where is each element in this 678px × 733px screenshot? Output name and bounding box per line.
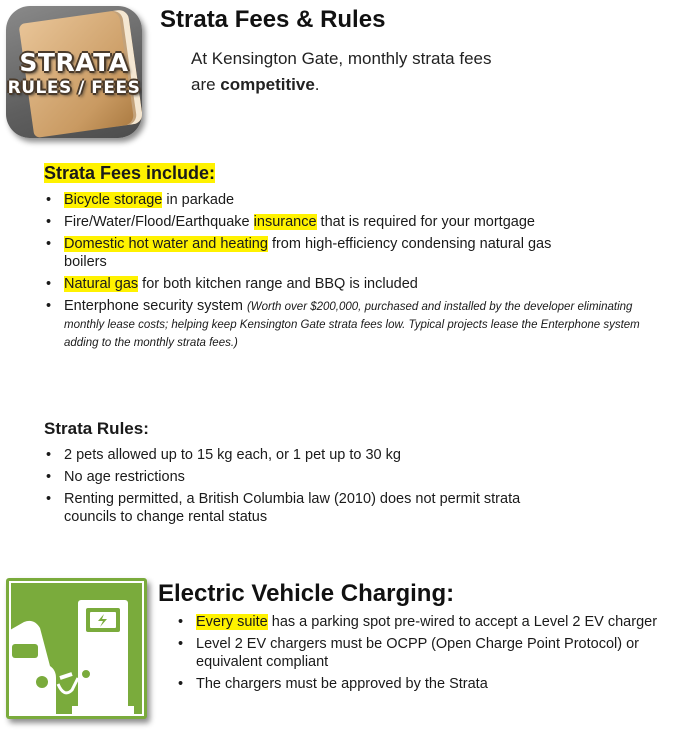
item-highlight: Domestic hot water and heating (64, 236, 268, 252)
item-text: from high-efficiency condensing natural gas boilers (64, 236, 552, 270)
ev-list (176, 613, 671, 697)
ev-section-title: Electric Vehicle Charging: (158, 580, 455, 607)
intro-bold-word: competitive (220, 75, 315, 94)
intro-line-1: At Kensington Gate, monthly strata fees (191, 49, 492, 68)
list-item: • Renting permitted, a British Columbia law (2010) does not permit strata councils to change rental status (44, 490, 524, 526)
rules-list (44, 446, 524, 530)
fees-heading-text: Strata Fees include: (44, 163, 216, 183)
item-text: in parkade (162, 192, 235, 208)
ev-charging-icon (6, 578, 147, 719)
item-text: for both kitchen range and BBQ is included (138, 276, 418, 292)
intro-text (191, 46, 492, 98)
item-highlight: Every suite (196, 614, 268, 630)
list-item (176, 613, 671, 631)
list-item (44, 297, 664, 351)
list-item: • The chargers must be approved by the Strata (176, 675, 671, 693)
ev-charger-graphic (6, 578, 147, 719)
list-item: • No age restrictions (44, 468, 524, 486)
list-item (44, 235, 584, 271)
item-text: has a parking spot pre-wired to accept a Level 2 EV charger (267, 614, 658, 630)
list-item: • Level 2 EV chargers must be OCPP (Open Charge Point Protocol) or equivalent compliant (176, 635, 671, 671)
intro-line-2-post: . (314, 75, 320, 94)
rules-heading: Strata Rules: (44, 419, 149, 438)
item-text: Enterphone security system (64, 298, 247, 314)
strata-book-icon (6, 6, 142, 138)
list-item (44, 275, 664, 293)
icon-label-rules-fees: RULES / FEES (7, 78, 141, 98)
list-item: • 2 pets allowed up to 15 kg each, or 1 pet up to 30 kg (44, 446, 524, 464)
item-note: (Worth over $200,000, purchased and installed by the developer eliminating monthly lease costs; helping keep Kensington Gate strata fees low. Typical projects lease the Enterphone system adding to the monthly strata fees.) (64, 301, 640, 349)
item-highlight: insurance (253, 214, 317, 230)
list-item (44, 191, 664, 209)
item-text: that is required for your mortgage (316, 214, 535, 230)
list-item (44, 213, 664, 231)
item-highlight: Natural gas (64, 276, 139, 292)
icon-label-strata: STRATA (19, 48, 129, 77)
fees-list (44, 191, 664, 355)
page-title: Strata Fees & Rules (160, 6, 386, 33)
item-text: Fire/Water/Flood/Earthquake (64, 214, 254, 230)
item-highlight: Bicycle storage (64, 192, 163, 208)
intro-line-2-pre: are (191, 75, 221, 94)
fees-heading (44, 163, 215, 184)
